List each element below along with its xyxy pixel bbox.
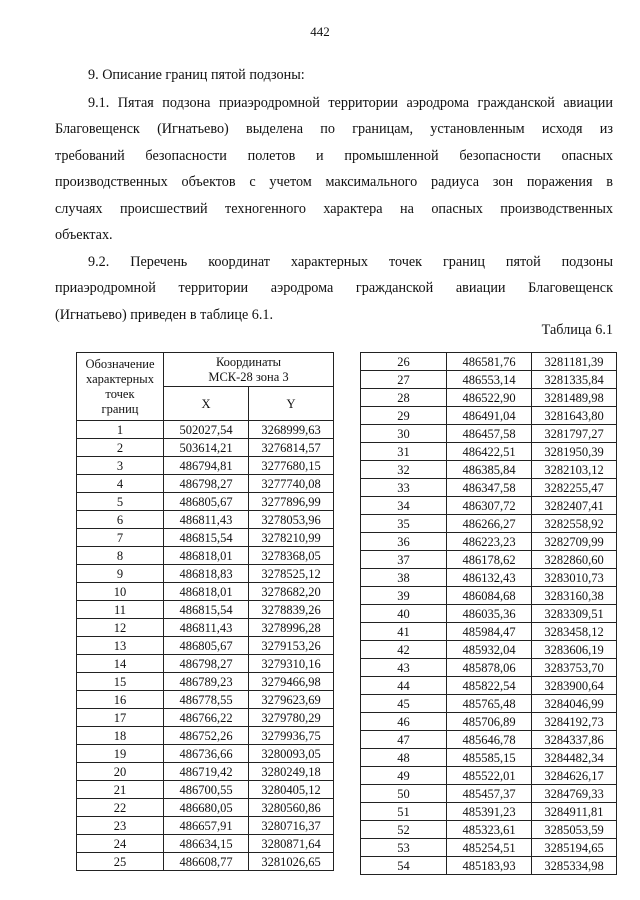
table-row	[361, 425, 617, 443]
x-coordinate-cell: 485323,61	[447, 821, 532, 839]
table-row	[361, 533, 617, 551]
table-row	[77, 583, 334, 601]
point-number-cell: 39	[361, 587, 447, 605]
table-row	[77, 655, 334, 673]
table-row	[77, 529, 334, 547]
table-row	[77, 601, 334, 619]
point-number-cell: 2	[77, 439, 164, 457]
table-body	[361, 353, 617, 875]
point-number-cell: 1	[77, 421, 164, 439]
point-number-cell: 9	[77, 565, 164, 583]
x-coordinate-cell: 486680,05	[164, 799, 249, 817]
y-coordinate-cell: 3283458,12	[532, 623, 617, 641]
point-number-cell: 18	[77, 727, 164, 745]
point-number-cell: 32	[361, 461, 447, 479]
x-coordinate-cell: 486132,43	[447, 569, 532, 587]
table-row	[77, 421, 334, 439]
point-number-cell: 35	[361, 515, 447, 533]
table-row	[361, 407, 617, 425]
table-row	[77, 547, 334, 565]
y-coordinate-cell: 3283900,64	[532, 677, 617, 695]
x-coordinate-cell: 486818,83	[164, 565, 249, 583]
point-number-cell: 54	[361, 857, 447, 875]
x-coordinate-cell: 486818,01	[164, 547, 249, 565]
x-coordinate-cell: 486522,90	[447, 389, 532, 407]
y-coordinate-cell: 3283753,70	[532, 659, 617, 677]
table-row	[361, 389, 617, 407]
y-coordinate-cell: 3282860,60	[532, 551, 617, 569]
table-row	[361, 641, 617, 659]
point-number-cell: 26	[361, 353, 447, 371]
table-row	[361, 605, 617, 623]
point-number-cell: 49	[361, 767, 447, 785]
y-coordinate-cell: 3278839,26	[249, 601, 334, 619]
point-number-cell: 19	[77, 745, 164, 763]
y-coordinate-cell: 3279623,69	[249, 691, 334, 709]
point-number-cell: 24	[77, 835, 164, 853]
y-coordinate-cell: 3283160,38	[532, 587, 617, 605]
table-row	[77, 475, 334, 493]
point-number-cell: 6	[77, 511, 164, 529]
x-coordinate-cell: 503614,21	[164, 439, 249, 457]
point-number-cell: 3	[77, 457, 164, 475]
x-coordinate-cell: 486811,43	[164, 619, 249, 637]
y-coordinate-cell: 3276814,57	[249, 439, 334, 457]
table-row	[77, 439, 334, 457]
x-coordinate-cell: 486789,23	[164, 673, 249, 691]
point-number-cell: 47	[361, 731, 447, 749]
y-coordinate-cell: 3284337,86	[532, 731, 617, 749]
y-coordinate-cell: 3282255,47	[532, 479, 617, 497]
point-number-cell: 29	[361, 407, 447, 425]
table-row	[77, 763, 334, 781]
table-row	[361, 839, 617, 857]
y-coordinate-cell: 3281797,27	[532, 425, 617, 443]
x-coordinate-cell: 486719,42	[164, 763, 249, 781]
y-coordinate-cell: 3268999,63	[249, 421, 334, 439]
point-number-cell: 20	[77, 763, 164, 781]
point-number-cell: 40	[361, 605, 447, 623]
point-number-cell: 33	[361, 479, 447, 497]
x-coordinate-cell: 486457,58	[447, 425, 532, 443]
y-coordinate-cell: 3279310,16	[249, 655, 334, 673]
x-coordinate-cell: 485765,48	[447, 695, 532, 713]
x-coordinate-cell: 486266,27	[447, 515, 532, 533]
point-number-cell: 25	[77, 853, 164, 871]
point-number-cell: 23	[77, 817, 164, 835]
x-coordinate-cell: 485254,51	[447, 839, 532, 857]
paragraph-line: Благовещенск (Игнатьево) выделена по границам, установленным исходя из	[55, 121, 613, 137]
table-row	[77, 781, 334, 799]
point-number-cell: 12	[77, 619, 164, 637]
point-number-cell: 15	[77, 673, 164, 691]
y-coordinate-cell: 3277740,08	[249, 475, 334, 493]
y-coordinate-cell: 3278053,96	[249, 511, 334, 529]
y-coordinate-cell: 3284626,17	[532, 767, 617, 785]
y-coordinate-cell: 3284769,33	[532, 785, 617, 803]
y-coordinate-cell: 3282709,99	[532, 533, 617, 551]
y-coordinate-cell: 3278525,12	[249, 565, 334, 583]
paragraph-line: 9.2. Перечень координат характерных точек границ пятой подзоны	[88, 254, 613, 270]
table-row	[361, 713, 617, 731]
x-coordinate-cell: 486811,43	[164, 511, 249, 529]
point-number-cell: 46	[361, 713, 447, 731]
header-coordinates-title: Координаты МСК-28 зона 3	[164, 353, 334, 387]
table-row	[361, 803, 617, 821]
table-row	[361, 461, 617, 479]
table-row	[77, 457, 334, 475]
x-coordinate-cell: 486805,67	[164, 493, 249, 511]
paragraph-line: приаэродромной территории аэродрома гражданской авиации Благовещенск	[55, 280, 613, 296]
x-coordinate-cell: 485183,93	[447, 857, 532, 875]
x-coordinate-cell: 502027,54	[164, 421, 249, 439]
x-coordinate-cell: 486084,68	[447, 587, 532, 605]
x-coordinate-cell: 486798,27	[164, 475, 249, 493]
table-row	[77, 727, 334, 745]
point-number-cell: 37	[361, 551, 447, 569]
point-number-cell: 22	[77, 799, 164, 817]
y-coordinate-cell: 3279936,75	[249, 727, 334, 745]
page-number: 442	[310, 24, 330, 39]
y-coordinate-cell: 3282103,12	[532, 461, 617, 479]
table-row	[361, 623, 617, 641]
point-number-cell: 44	[361, 677, 447, 695]
x-coordinate-cell: 486805,67	[164, 637, 249, 655]
x-coordinate-cell: 485984,47	[447, 623, 532, 641]
y-coordinate-cell: 3280716,37	[249, 817, 334, 835]
table-row	[361, 479, 617, 497]
x-coordinate-cell: 486608,77	[164, 853, 249, 871]
paragraph-line: 9.1. Пятая подзона приаэродромной территории аэродрома гражданской авиации	[88, 95, 613, 111]
x-coordinate-cell: 486657,91	[164, 817, 249, 835]
point-number-cell: 8	[77, 547, 164, 565]
x-coordinate-cell: 486307,72	[447, 497, 532, 515]
table-row	[77, 511, 334, 529]
y-coordinate-cell: 3281643,80	[532, 407, 617, 425]
table-row	[77, 745, 334, 763]
y-coordinate-cell: 3280560,86	[249, 799, 334, 817]
y-coordinate-cell: 3280249,18	[249, 763, 334, 781]
table-row	[77, 853, 334, 871]
y-coordinate-cell: 3281489,98	[532, 389, 617, 407]
x-coordinate-cell: 486035,36	[447, 605, 532, 623]
table-row	[77, 817, 334, 835]
y-coordinate-cell: 3277896,99	[249, 493, 334, 511]
section-title: 9. Описание границ пятой подзоны:	[88, 67, 305, 83]
point-number-cell: 10	[77, 583, 164, 601]
x-coordinate-cell: 486223,23	[447, 533, 532, 551]
x-coordinate-cell: 486347,58	[447, 479, 532, 497]
x-coordinate-cell: 486634,15	[164, 835, 249, 853]
x-coordinate-cell: 486700,55	[164, 781, 249, 799]
x-coordinate-cell: 486553,14	[447, 371, 532, 389]
table-row	[361, 371, 617, 389]
paragraph-line: (Игнатьево) приведен в таблице 6.1.	[55, 307, 274, 323]
coordinates-table-right	[360, 352, 617, 875]
point-number-cell: 21	[77, 781, 164, 799]
x-coordinate-cell: 486815,54	[164, 529, 249, 547]
header-x: X	[164, 387, 249, 421]
y-coordinate-cell: 3284046,99	[532, 695, 617, 713]
y-coordinate-cell: 3282558,92	[532, 515, 617, 533]
table-row	[77, 619, 334, 637]
x-coordinate-cell: 486491,04	[447, 407, 532, 425]
x-coordinate-cell: 486422,51	[447, 443, 532, 461]
x-coordinate-cell: 486178,62	[447, 551, 532, 569]
point-number-cell: 31	[361, 443, 447, 461]
point-number-cell: 16	[77, 691, 164, 709]
table-body	[77, 421, 334, 871]
table-row	[361, 731, 617, 749]
table-row	[361, 587, 617, 605]
table-row	[361, 353, 617, 371]
table-row	[361, 443, 617, 461]
paragraph-line: производственных объектов с учетом максимального радиуса зон поражения в	[55, 174, 613, 190]
y-coordinate-cell: 3278210,99	[249, 529, 334, 547]
point-number-cell: 51	[361, 803, 447, 821]
table-row	[77, 835, 334, 853]
y-coordinate-cell: 3278368,05	[249, 547, 334, 565]
x-coordinate-cell: 486818,01	[164, 583, 249, 601]
y-coordinate-cell: 3280093,05	[249, 745, 334, 763]
point-number-cell: 41	[361, 623, 447, 641]
x-coordinate-cell: 485932,04	[447, 641, 532, 659]
point-number-cell: 42	[361, 641, 447, 659]
coordinates-table-left	[76, 352, 334, 871]
x-coordinate-cell: 485391,23	[447, 803, 532, 821]
y-coordinate-cell: 3282407,41	[532, 497, 617, 515]
y-coordinate-cell: 3281950,39	[532, 443, 617, 461]
y-coordinate-cell: 3281181,39	[532, 353, 617, 371]
point-number-cell: 34	[361, 497, 447, 515]
y-coordinate-cell: 3277680,15	[249, 457, 334, 475]
y-coordinate-cell: 3285053,59	[532, 821, 617, 839]
y-coordinate-cell: 3280871,64	[249, 835, 334, 853]
y-coordinate-cell: 3285334,98	[532, 857, 617, 875]
point-number-cell: 48	[361, 749, 447, 767]
x-coordinate-cell: 485706,89	[447, 713, 532, 731]
x-coordinate-cell: 486736,66	[164, 745, 249, 763]
point-number-cell: 27	[361, 371, 447, 389]
table-row	[361, 677, 617, 695]
table-caption: Таблица 6.1	[541, 322, 613, 338]
table-row	[361, 749, 617, 767]
x-coordinate-cell: 485457,37	[447, 785, 532, 803]
table-row	[77, 493, 334, 511]
point-number-cell: 7	[77, 529, 164, 547]
y-coordinate-cell: 3283606,19	[532, 641, 617, 659]
paragraph-line: объектах.	[55, 227, 113, 243]
x-coordinate-cell: 485646,78	[447, 731, 532, 749]
y-coordinate-cell: 3283309,51	[532, 605, 617, 623]
point-number-cell: 50	[361, 785, 447, 803]
y-coordinate-cell: 3283010,73	[532, 569, 617, 587]
paragraph-line: требований безопасности полетов и промышленной безопасности опасных	[55, 148, 613, 164]
point-number-cell: 30	[361, 425, 447, 443]
y-coordinate-cell: 3284192,73	[532, 713, 617, 731]
x-coordinate-cell: 485585,15	[447, 749, 532, 767]
x-coordinate-cell: 485522,01	[447, 767, 532, 785]
x-coordinate-cell: 486766,22	[164, 709, 249, 727]
point-number-cell: 38	[361, 569, 447, 587]
y-coordinate-cell: 3284482,34	[532, 749, 617, 767]
point-number-cell: 13	[77, 637, 164, 655]
y-coordinate-cell: 3278682,20	[249, 583, 334, 601]
x-coordinate-cell: 486581,76	[447, 353, 532, 371]
point-number-cell: 4	[77, 475, 164, 493]
table-row	[361, 551, 617, 569]
point-number-cell: 28	[361, 389, 447, 407]
point-number-cell: 52	[361, 821, 447, 839]
x-coordinate-cell: 485822,54	[447, 677, 532, 695]
paragraph-line: случаях происшествий техногенного характера на опасных производственных	[55, 201, 613, 217]
point-number-cell: 5	[77, 493, 164, 511]
y-coordinate-cell: 3280405,12	[249, 781, 334, 799]
table-header	[77, 353, 334, 421]
table-row	[361, 497, 617, 515]
x-coordinate-cell: 486385,84	[447, 461, 532, 479]
table-row	[361, 857, 617, 875]
y-coordinate-cell: 3279153,26	[249, 637, 334, 655]
header-y: Y	[249, 387, 334, 421]
table-row	[361, 821, 617, 839]
point-number-cell: 45	[361, 695, 447, 713]
table-row	[77, 709, 334, 727]
x-coordinate-cell: 486794,81	[164, 457, 249, 475]
x-coordinate-cell: 485878,06	[447, 659, 532, 677]
table-row	[361, 695, 617, 713]
y-coordinate-cell: 3285194,65	[532, 839, 617, 857]
header-point-label: Обозначение характерных точек границ	[77, 353, 164, 421]
point-number-cell: 17	[77, 709, 164, 727]
point-number-cell: 11	[77, 601, 164, 619]
y-coordinate-cell: 3279466,98	[249, 673, 334, 691]
y-coordinate-cell: 3281335,84	[532, 371, 617, 389]
point-number-cell: 53	[361, 839, 447, 857]
point-number-cell: 36	[361, 533, 447, 551]
x-coordinate-cell: 486752,26	[164, 727, 249, 745]
table-row	[361, 515, 617, 533]
table-row	[77, 673, 334, 691]
x-coordinate-cell: 486815,54	[164, 601, 249, 619]
y-coordinate-cell: 3278996,28	[249, 619, 334, 637]
table-row	[361, 569, 617, 587]
table-row	[361, 659, 617, 677]
table-row	[77, 799, 334, 817]
point-number-cell: 14	[77, 655, 164, 673]
x-coordinate-cell: 486798,27	[164, 655, 249, 673]
point-number-cell: 43	[361, 659, 447, 677]
y-coordinate-cell: 3284911,81	[532, 803, 617, 821]
y-coordinate-cell: 3279780,29	[249, 709, 334, 727]
x-coordinate-cell: 486778,55	[164, 691, 249, 709]
table-row	[361, 767, 617, 785]
table-row	[77, 691, 334, 709]
table-row	[77, 565, 334, 583]
table-row	[361, 785, 617, 803]
table-row	[77, 637, 334, 655]
y-coordinate-cell: 3281026,65	[249, 853, 334, 871]
